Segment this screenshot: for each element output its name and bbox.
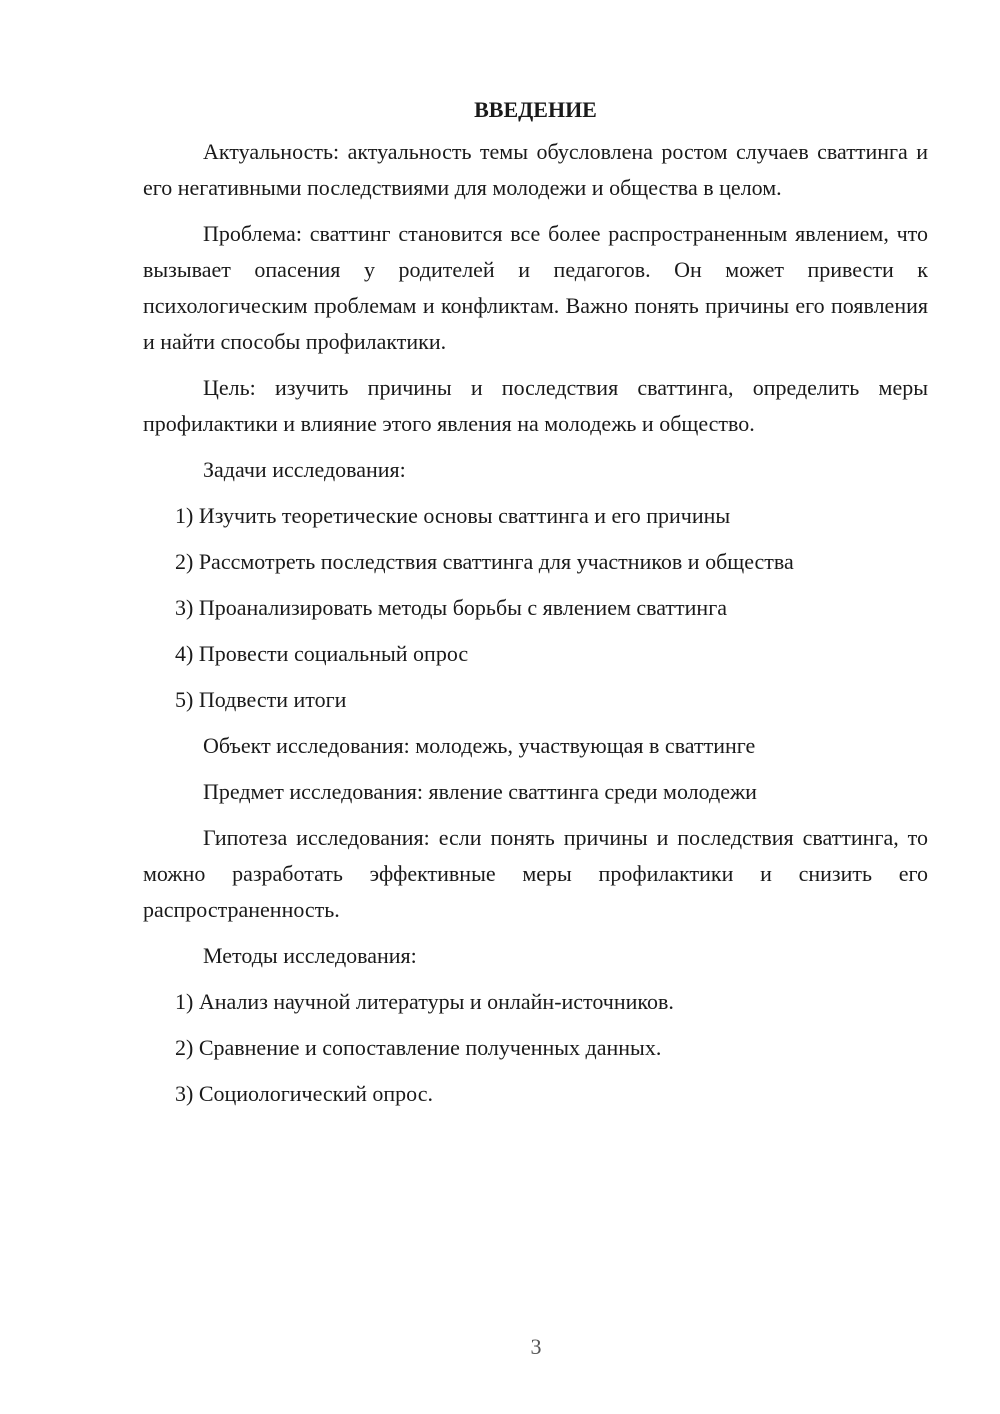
task-item: 5) Подвести итоги — [175, 687, 347, 712]
tasks-label: Задачи исследования: — [203, 457, 406, 482]
relevance-paragraph: Актуальность: актуальность темы обусловлена ростом случаев сваттинга и его негативными последствиями для молодежи и общества в целом. — [143, 139, 928, 200]
subject-paragraph: Предмет исследования: явление сваттинга среди молодежи — [203, 779, 757, 804]
method-item: 3) Социологический опрос. — [175, 1081, 433, 1106]
task-item: 2) Рассмотреть последствия сваттинга для участников и общества — [175, 549, 794, 574]
hypothesis-paragraph: Гипотеза исследования: если понять причины и последствия сваттинга, то можно разработать эффективные меры профилактики и снизить его распространенность. — [143, 825, 928, 922]
task-item: 1) Изучить теоретические основы сваттинга и его причины — [175, 503, 731, 528]
document-title: ВВЕДЕНИЕ — [474, 97, 597, 122]
problem-paragraph: Проблема: сваттинг становится все более распространенным явлением, что вызывает опасения у родителей и педагогов. Он может привести к психологическим проблемам и конфликтам. Важно понять причины его появления и найти способы профилактики. — [143, 221, 928, 354]
page-number: 3 — [530, 1334, 542, 1359]
methods-label: Методы исследования: — [203, 943, 417, 968]
object-paragraph: Объект исследования: молодежь, участвующая в сваттинге — [203, 733, 756, 758]
method-item: 1) Анализ научной литературы и онлайн-источников. — [175, 989, 674, 1014]
task-item: 4) Провести социальный опрос — [175, 641, 469, 666]
goal-paragraph: Цель: изучить причины и последствия сваттинга, определить меры профилактики и влияние этого явления на молодежь и общество. — [143, 375, 928, 436]
task-item: 3) Проанализировать методы борьбы с явлением сваттинга — [175, 595, 727, 620]
document-body — [143, 92, 928, 1122]
method-item: 2) Сравнение и сопоставление полученных данных. — [175, 1035, 662, 1060]
